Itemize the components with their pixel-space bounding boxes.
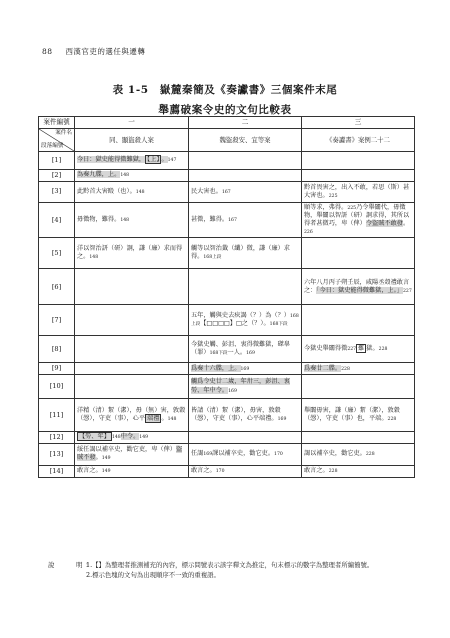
table-row: [39, 305, 415, 336]
text-segment: 。: [95, 454, 102, 462]
text-segment: 毋徵物，難得。: [77, 215, 121, 223]
text-segment: 。: [161, 156, 168, 164]
slip-number: 228: [341, 366, 350, 372]
case-1-cell: [75, 269, 189, 305]
text-segment: 綏任謁以補卒史，勸它吏，卑（俾）: [77, 446, 176, 454]
case-1-cell: [75, 432, 189, 444]
case-2-cell: [189, 375, 302, 399]
case-1-header: 一: [75, 117, 189, 129]
case-1-cell: [75, 152, 189, 170]
text-segment: 民大害也。: [191, 187, 222, 195]
text-segment: 為奏九牒，上。: [77, 171, 121, 179]
table-row: [39, 238, 415, 269]
diagonal-header-cell: [39, 129, 75, 152]
table-row: [39, 443, 415, 465]
paragraph-number: [4]: [39, 202, 75, 238]
case-3-cell: [302, 443, 415, 465]
notes-section: [48, 561, 418, 581]
case-1-cell: [75, 202, 189, 238]
slip-number: 147: [167, 158, 177, 164]
case-3-cell: [302, 336, 415, 363]
text-segment: 今獄史舉闟得微: [304, 345, 348, 353]
case-3-cell: [302, 432, 415, 444]
text-segment: 五年，觸與史去疢謁（？）為（？）: [191, 312, 290, 320]
table-title-line-1: 表 1-5 嶽麓秦簡及《奏讞書》三個案件末尾: [112, 84, 338, 96]
slip-number: 149: [139, 435, 149, 441]
slip-number: 149: [101, 456, 111, 462]
slip-number: 170: [274, 452, 283, 458]
case-2-cell: [189, 152, 302, 170]
table-row: [39, 399, 415, 432]
notes-label: 說 明：: [48, 561, 95, 569]
slip-number: 169: [203, 452, 213, 458]
text-segment: 爲奏十六牒，上。: [191, 364, 241, 372]
case-name-2: 魏盜殺安、宜等案: [189, 129, 302, 152]
slip-number: 168上段: [203, 255, 222, 261]
text-segment: 盜賊不發: [77, 446, 183, 462]
slip-number: 228: [378, 347, 388, 353]
text-segment: 敢言之。: [191, 467, 216, 475]
text-segment: 獄。: [366, 345, 379, 353]
table-row: [39, 181, 415, 202]
table-title: [0, 82, 450, 117]
text-segment: 中令。: [120, 433, 140, 441]
slip-number: 225: [328, 193, 338, 199]
slip-number: 169: [240, 366, 250, 372]
text-segment: 「今日：獄史能得微難獄，上。」: [316, 286, 403, 294]
case-2-cell: [189, 443, 302, 465]
text-segment: 今獄史觸、彭沮、衷得微難獄，磔辠（罪）: [191, 341, 290, 357]
book-title: 西漢官吏的選任與遷轉: [65, 47, 146, 56]
text-segment: 課以補卒史，勸它吏。: [212, 450, 275, 458]
text-segment: 任謁: [191, 450, 204, 458]
text-segment: 皆請（清）絜（潔），毋害，敦穀（愨），守吏（事），心平端禮。: [191, 406, 281, 423]
paragraph-number: [2]: [39, 170, 75, 182]
text-segment: 甚微，難得。: [191, 215, 229, 223]
case-1-cell: [75, 336, 189, 363]
table-row: [39, 465, 415, 477]
text-segment: 敢言之。: [304, 467, 329, 475]
text-segment: 乃令舉闟代，毋徵物，舉闟以智訮（研）詗求得，其所以得者甚微巧，卑（俾）: [304, 203, 410, 228]
slip-number: 169: [246, 351, 255, 357]
case-1-cell: [75, 181, 189, 202]
text-segment: 端禮: [147, 415, 160, 423]
slip-number: 148: [120, 217, 130, 223]
text-segment: 。: [403, 220, 410, 228]
case-2-header: 二: [189, 117, 302, 129]
table-row: [39, 375, 415, 399]
slip-number: 148: [167, 417, 177, 423]
case-1-cell: [75, 399, 189, 432]
slip-number: 228: [328, 469, 338, 475]
table-row: [39, 152, 415, 170]
slip-number: 226: [304, 230, 313, 236]
table-row: [39, 170, 415, 182]
slip-number: 167: [221, 189, 231, 195]
case-3-cell: [302, 399, 415, 432]
slip-number: 149: [101, 469, 111, 475]
case-3-cell: [302, 181, 415, 202]
case-2-cell: [189, 336, 302, 363]
paragraph-number: [1]: [39, 152, 75, 170]
note-2: 2.標示色塊的文句為出現順序不一致的重複語。: [86, 570, 220, 579]
slip-number: 148: [89, 255, 99, 261]
slip-number: 148: [111, 435, 121, 441]
case-1-cell: [75, 305, 189, 336]
text-segment: 難: [358, 345, 365, 353]
case-name-row: [39, 129, 415, 152]
table-body: [39, 152, 415, 478]
case-3-cell: [302, 202, 415, 238]
case-2-cell: [189, 305, 302, 336]
paragraph-number: [10]: [39, 375, 75, 399]
case-3-cell: [302, 269, 415, 305]
slip-number: 169: [228, 388, 237, 394]
case-2-cell: [189, 202, 302, 238]
slip-number: 227: [347, 347, 357, 353]
text-segment: 觸等以智治韱（纖）微，謙（廉）求得。: [191, 245, 290, 261]
paragraph-number: [13]: [39, 443, 75, 465]
paragraph-number: [8]: [39, 336, 75, 363]
table-row: [39, 269, 415, 305]
paragraph-number: [3]: [39, 181, 75, 202]
slip-number: 168下段: [209, 351, 228, 357]
case-2-cell: [189, 181, 302, 202]
case-3-cell: [302, 363, 415, 375]
paragraph-number: [9]: [39, 363, 75, 375]
text-segment: 順等求，弗得。: [304, 203, 348, 211]
slip-number: 168下段: [269, 322, 288, 328]
case-1-cell: [75, 170, 189, 182]
slip-number: 148: [135, 189, 145, 195]
comparison-table: [38, 116, 415, 478]
case-2-cell: [189, 238, 302, 269]
text-segment: 洋精（清）絜（潔），毋（無）害，敦穀（愨），守吏（事），心平: [77, 406, 186, 423]
slip-number: 168上段: [191, 314, 299, 328]
case-2-cell: [189, 432, 302, 444]
table-title-line-2: 舉薦破案令史的文句比較表: [158, 104, 292, 116]
text-segment: 敢言之。: [77, 467, 102, 475]
text-segment: 觸爲令史廿二歲，年卅三，彭沮、衷勞、年中令。: [191, 378, 290, 394]
case-2-cell: [189, 363, 302, 375]
case-1-cell: [75, 363, 189, 375]
case-3-cell: [302, 305, 415, 336]
note-1: 1.【】為整理者推測補充的內容，標示問號表示該字釋文為推定，句末標示的數字為整理者所編簡號。: [86, 561, 374, 569]
running-head: [42, 46, 145, 57]
slip-number: 148: [120, 173, 130, 179]
table-row: [39, 363, 415, 375]
case-number-header: 案件編號: [39, 117, 75, 129]
case-name-1: 同、顯盜殺人案: [75, 129, 189, 152]
text-segment: 。: [161, 415, 168, 423]
slip-number: 228: [365, 452, 375, 458]
case-3-cell: [302, 152, 415, 170]
case-1-cell: [75, 443, 189, 465]
text-segment: 今日：獄史能得微難獄，: [77, 156, 146, 164]
header-row: [39, 117, 415, 129]
case-3-header: 三: [302, 117, 415, 129]
case-name-3: 《奏讞書》案例二十二: [302, 129, 415, 152]
slip-number: 227: [403, 288, 412, 294]
case-2-cell: [189, 399, 302, 432]
slip-number: 228: [387, 417, 397, 423]
text-segment: 謁以補卒史，勸它吏。: [304, 450, 366, 458]
slip-number: 167: [228, 217, 237, 223]
text-segment: 【勞、年】: [79, 433, 110, 441]
diag-label-case-name: 案件名: [55, 130, 72, 136]
case-1-cell: [75, 465, 189, 477]
text-segment: 【□□□□】□之（？）。: [200, 320, 270, 328]
slip-number: 169: [277, 417, 287, 423]
text-segment: 令盜賊不敢發: [365, 220, 403, 228]
case-3-cell: [302, 465, 415, 477]
text-segment: 【上】: [147, 156, 160, 164]
table-row: [39, 336, 415, 363]
case-1-cell: [75, 375, 189, 399]
slip-number: 170: [215, 469, 225, 475]
text-segment: 爲奏廿二牒。: [304, 364, 342, 372]
case-3-cell: [302, 238, 415, 269]
paragraph-number: [7]: [39, 305, 75, 336]
case-2-cell: [189, 465, 302, 477]
page-number: 88: [42, 47, 53, 56]
text-segment: 此黔首大害殹（也）。: [77, 187, 136, 195]
table-row: [39, 432, 415, 444]
table-row: [39, 202, 415, 238]
text-segment: 洋以智治訮（研）詗，謙（廉）求而得之。: [77, 245, 183, 261]
text-segment: 一人。: [227, 349, 247, 357]
case-3-cell: [302, 375, 415, 399]
paragraph-number: [11]: [39, 399, 75, 432]
paragraph-number: [6]: [39, 269, 75, 305]
paragraph-number: [5]: [39, 238, 75, 269]
paragraph-number: [14]: [39, 465, 75, 477]
case-2-cell: [189, 170, 302, 182]
text-segment: 六年八月丙子朔壬辰，咸陽丞殼禮敢言之：: [304, 278, 410, 294]
text-segment: 黔首畏害之，出入不敢，若思（斯）甚大害也。: [304, 183, 410, 199]
case-3-cell: [302, 170, 415, 182]
slip-number: 225: [347, 205, 357, 211]
text-segment: 舉闟毋害，謙（廉）絜（潔），敦穀（愨），守吏（事）也，平端。: [304, 406, 400, 423]
diag-label-paragraph: 段落編號: [41, 142, 64, 149]
paragraph-number: [12]: [39, 432, 75, 444]
case-1-cell: [75, 238, 189, 269]
case-2-cell: [189, 269, 302, 305]
